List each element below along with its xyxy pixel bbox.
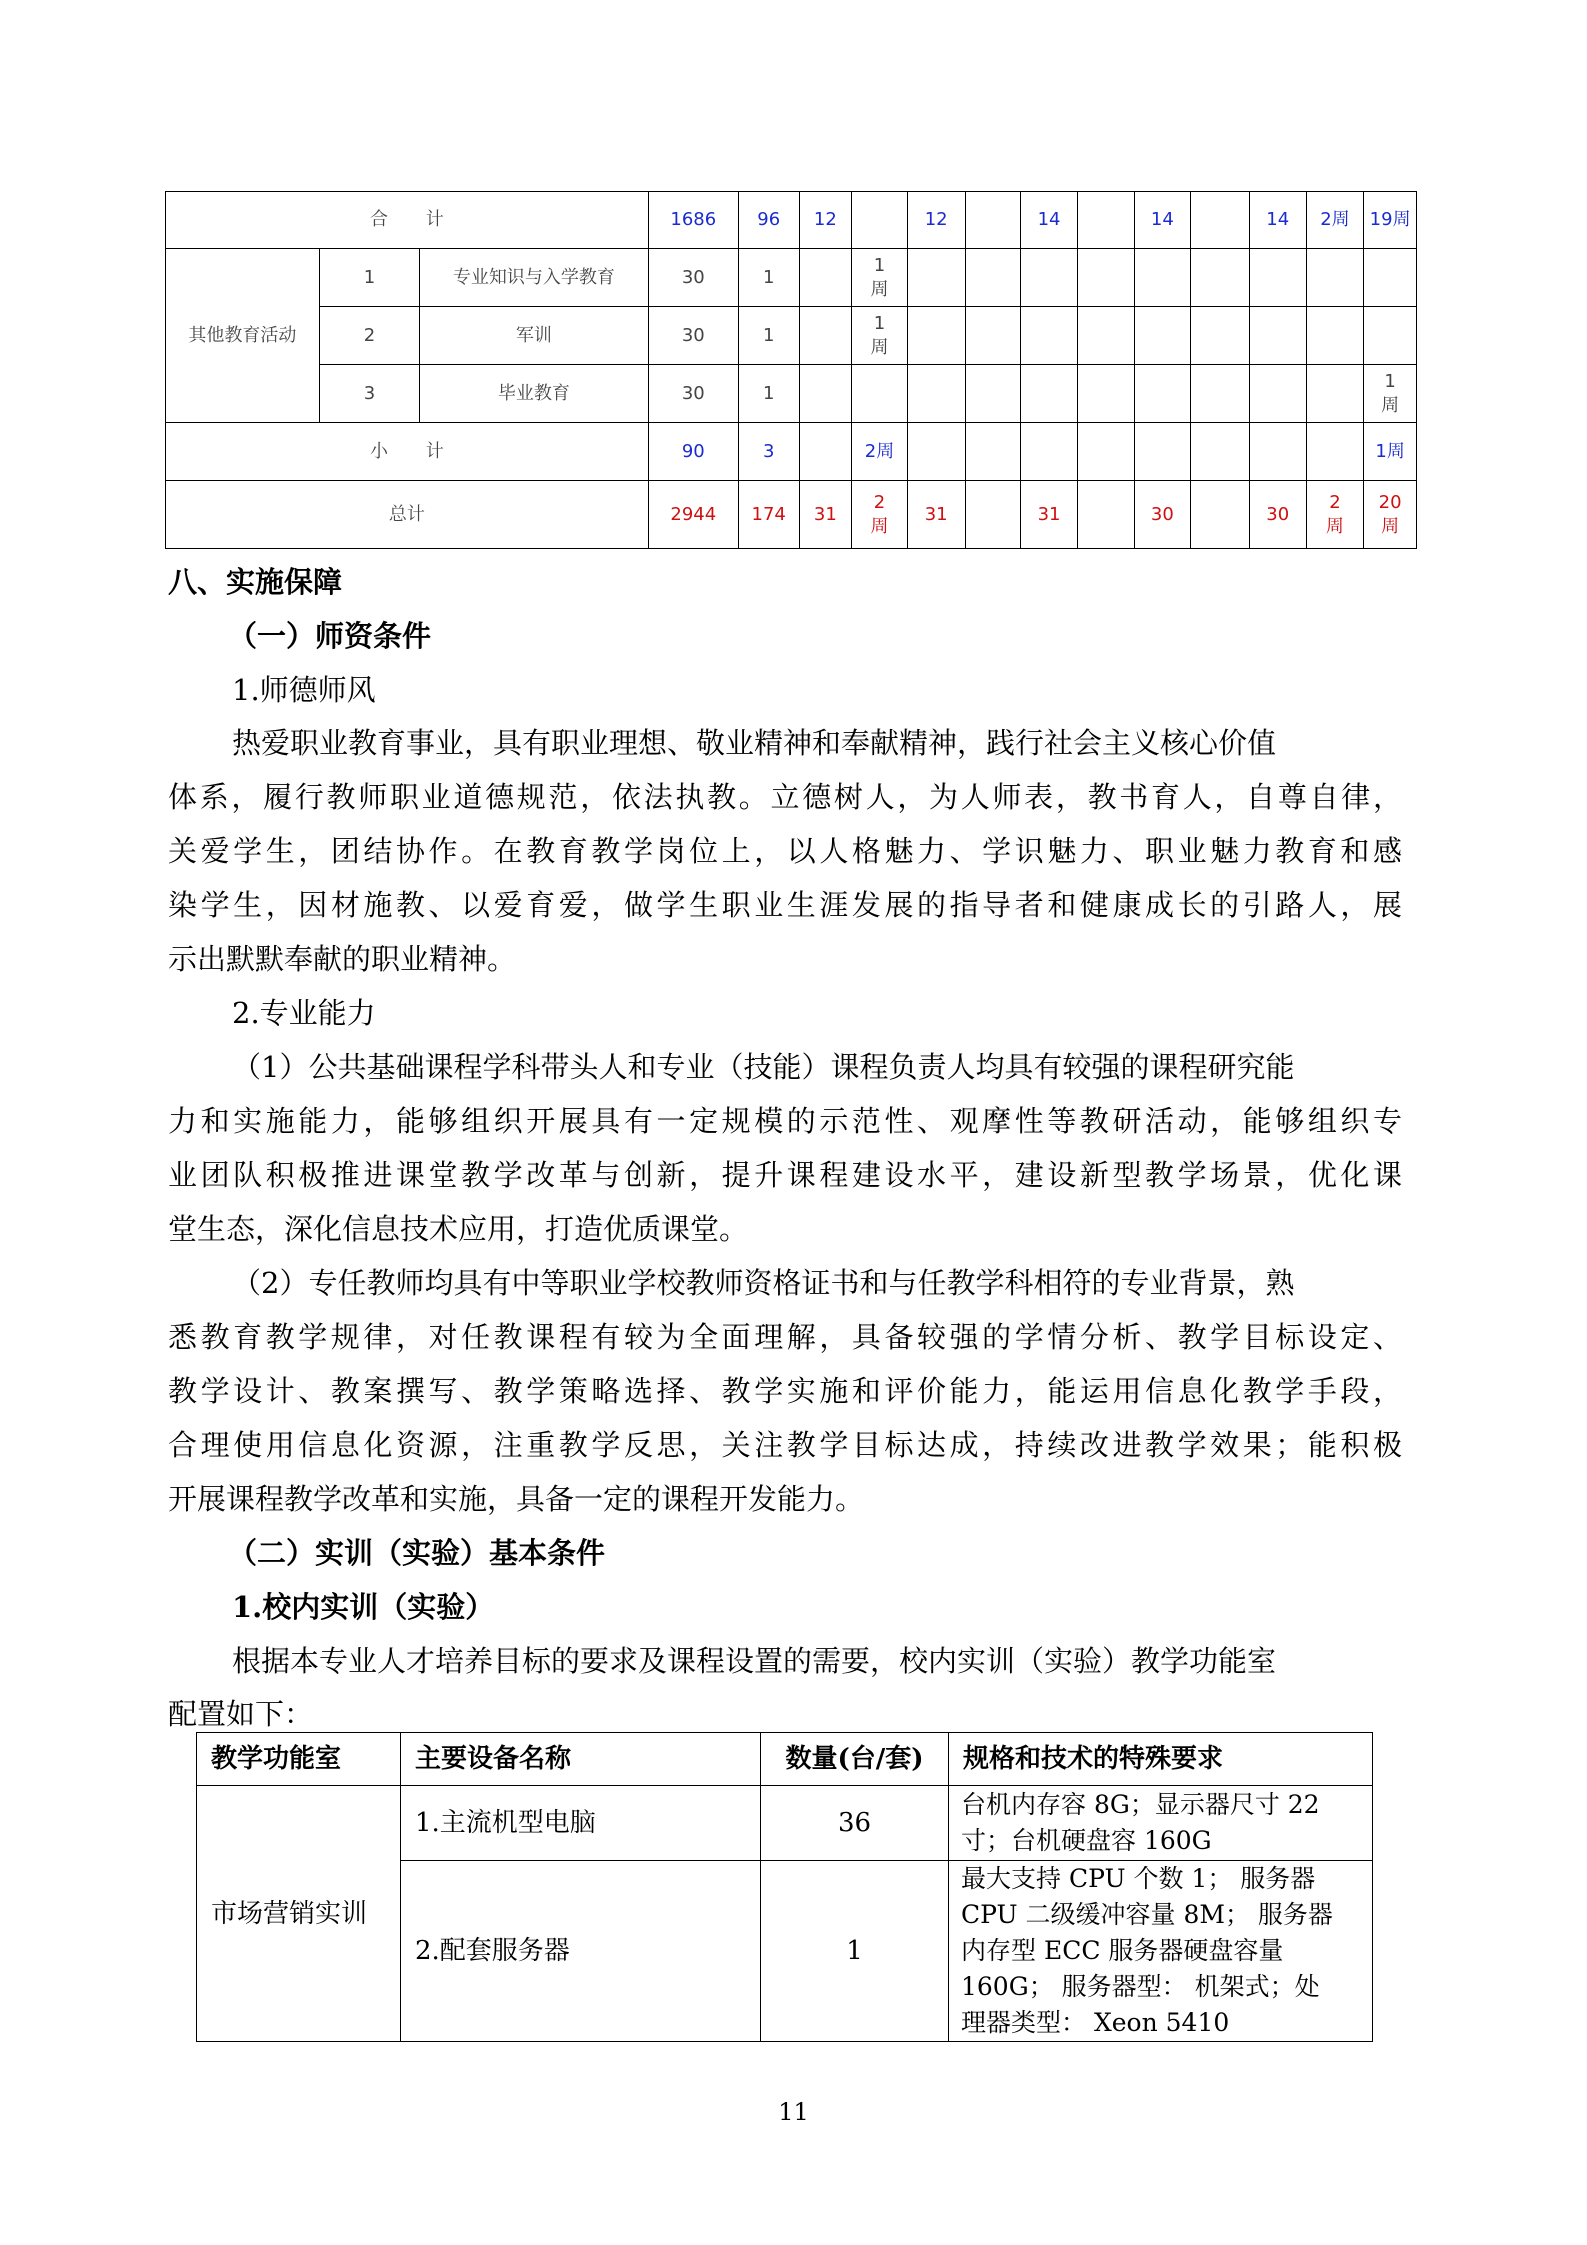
subtotal-row-label: 小 计 <box>166 423 649 481</box>
item-name: 毕业教育 <box>420 365 649 423</box>
table-cell <box>907 249 965 307</box>
table-cell: 2周 <box>852 423 908 481</box>
table-cell: 30 <box>1134 481 1191 549</box>
paragraph-line: 热爱职业教育事业，具有职业理想、敬业精神和奉献精神，践行社会主义核心价值 <box>232 726 1277 760</box>
table-cell <box>799 307 852 365</box>
table-cell <box>965 423 1021 481</box>
table-cell <box>852 307 908 365</box>
cell-text: 2周 <box>870 492 889 537</box>
spec-line: CPU 二级缓冲容量 8M； 服务器 <box>961 1900 1333 1929</box>
item-number: 2 <box>319 307 419 365</box>
table-cell <box>1191 423 1250 481</box>
spec-line: 寸；台机硬盘容 160G <box>961 1826 1212 1855</box>
table-cell <box>1021 423 1078 481</box>
paragraph-line: 堂生态，深化信息技术应用，打造优质课堂。 <box>168 1212 749 1246</box>
item-number: 3 <box>319 365 419 423</box>
table-cell <box>852 481 908 549</box>
item-heading: 1.校内实训（实验） <box>232 1590 495 1624</box>
cell-text: 20周 <box>1378 492 1402 537</box>
cell-text: 2周 <box>1325 492 1344 537</box>
table-cell: 1周 <box>1364 423 1417 481</box>
table-header-row <box>197 1733 1373 1786</box>
paragraph-line: 悉教育教学规律，对任教课程有较为全面理解，具备较强的学情分析、教学目标设定、 <box>168 1320 1402 1354</box>
group-label <box>166 249 320 423</box>
group-label-text: 其他教育活动 <box>188 324 297 346</box>
spec-line: 内存型 ECC 服务器硬盘容量 <box>961 1936 1284 1965</box>
equipment-table <box>196 1732 1373 2042</box>
spec-line: 最大支持 CPU 个数 1； 服务器 <box>961 1864 1316 1893</box>
subsection-title: （一）师资条件 <box>228 619 432 653</box>
paragraph-line: 示出默默奉献的职业精神。 <box>168 942 517 976</box>
total-row <box>166 481 1417 549</box>
table-cell <box>907 365 965 423</box>
item-name: 军训 <box>420 307 649 365</box>
table-cell <box>1191 249 1250 307</box>
table-cell <box>1077 307 1134 365</box>
table-cell: 19周 <box>1364 192 1417 249</box>
table-cell: 2周 <box>1306 192 1364 249</box>
table-cell <box>1077 249 1134 307</box>
table-cell <box>1306 365 1364 423</box>
table-cell: 14 <box>1249 192 1306 249</box>
table-cell <box>1077 423 1134 481</box>
paragraph-line: 教学设计、教案撰写、教学策略选择、教学实施和评价能力，能运用信息化教学手段， <box>168 1374 1402 1408</box>
spec-line: 台机内存容 8G；显示器尺寸 22 <box>961 1790 1320 1819</box>
item-name: 专业知识与入学教育 <box>420 249 649 307</box>
equipment-name: 1.主流机型电脑 <box>401 1786 761 1861</box>
item-number: 1 <box>319 249 419 307</box>
table-cell <box>1364 481 1417 549</box>
table-cell <box>1191 192 1250 249</box>
table-cell <box>1077 365 1134 423</box>
table-cell <box>965 307 1021 365</box>
table-cell <box>965 192 1021 249</box>
table-cell: 96 <box>738 192 799 249</box>
table-cell <box>799 365 852 423</box>
table-cell <box>1077 192 1134 249</box>
room-cell: 市场营销实训 <box>197 1786 401 2042</box>
item-heading: 1.师德师风 <box>232 673 376 707</box>
table-cell <box>965 365 1021 423</box>
paragraph-line: 力和实施能力，能够组织开展具有一定规模的示范性、观摩性等教研活动，能够组织专 <box>168 1104 1402 1138</box>
table-cell: 12 <box>799 192 852 249</box>
table-cell <box>1191 481 1250 549</box>
table-cell: 2944 <box>648 481 738 549</box>
table-cell: 31 <box>907 481 965 549</box>
sum-row <box>166 192 1417 249</box>
table-cell <box>1249 249 1306 307</box>
table-cell: 12 <box>907 192 965 249</box>
table-cell: 31 <box>799 481 852 549</box>
table-cell: 90 <box>648 423 738 481</box>
table-cell <box>907 423 965 481</box>
table-cell <box>965 249 1021 307</box>
table-cell <box>1306 307 1364 365</box>
table-cell <box>1306 423 1364 481</box>
table-cell <box>1364 365 1417 423</box>
paragraph-line: 体系，履行教师职业道德规范，依法执教。立德树人，为人师表，教书育人，自尊自律， <box>168 780 1402 814</box>
equipment-name: 2.配套服务器 <box>401 1861 761 2042</box>
paragraph-line: 业团队积极推进课堂教学改革与创新，提升课程建设水平，建设新型教学场景，优化课 <box>168 1158 1402 1192</box>
table-cell <box>1134 365 1191 423</box>
table-row <box>197 1786 1373 1861</box>
paragraph-line: （2）专任教师均具有中等职业学校教师资格证书和与任教学科相符的专业背景，熟 <box>232 1266 1295 1300</box>
table-cell <box>1249 365 1306 423</box>
cell-text: 1周 <box>870 313 889 358</box>
column-header: 规格和技术的特殊要求 <box>949 1733 1373 1786</box>
table-cell <box>1134 249 1191 307</box>
table-cell: 14 <box>1021 192 1078 249</box>
equipment-qty: 36 <box>761 1786 949 1861</box>
paragraph-line: 染学生，因材施教、以爱育爱，做学生职业生涯发展的指导者和健康成长的引路人，展 <box>168 888 1402 922</box>
subsection-title: （二）实训（实验）基本条件 <box>228 1536 606 1570</box>
table-cell <box>1021 307 1078 365</box>
table-cell <box>1249 307 1306 365</box>
table-cell <box>965 481 1021 549</box>
equipment-spec <box>949 1786 1373 1861</box>
column-header: 主要设备名称 <box>401 1733 761 1786</box>
item-heading: 2.专业能力 <box>232 996 376 1030</box>
paragraph-line: 开展课程教学改革和实施，具备一定的课程开发能力。 <box>168 1482 865 1516</box>
table-cell: 174 <box>738 481 799 549</box>
paragraph-line: 关爱学生，团结协作。在教育教学岗位上，以人格魅力、学识魅力、职业魅力教育和感 <box>168 834 1402 868</box>
column-header: 数量(台/套) <box>761 1733 949 1786</box>
subtotal-row <box>166 423 1417 481</box>
table-cell: 1 <box>738 249 799 307</box>
column-header: 教学功能室 <box>197 1733 401 1786</box>
table-cell <box>1134 307 1191 365</box>
table-cell: 3 <box>738 423 799 481</box>
cell-text: 1周 <box>1381 371 1400 416</box>
table-cell <box>1191 365 1250 423</box>
table-cell <box>1134 423 1191 481</box>
table-cell <box>1249 423 1306 481</box>
paragraph-line: （1）公共基础课程学科带头人和专业（技能）课程负责人均具有较强的课程研究能 <box>232 1050 1295 1084</box>
schedule-table <box>165 191 1417 549</box>
table-cell: 30 <box>648 365 738 423</box>
table-cell: 30 <box>1249 481 1306 549</box>
table-cell <box>852 249 908 307</box>
table-cell <box>852 192 908 249</box>
equipment-qty: 1 <box>761 1861 949 2042</box>
table-cell: 1686 <box>648 192 738 249</box>
table-cell <box>907 307 965 365</box>
table-cell <box>1306 481 1364 549</box>
table-cell: 1 <box>738 307 799 365</box>
table-cell: 14 <box>1134 192 1191 249</box>
table-cell <box>1191 307 1250 365</box>
paragraph-line: 配置如下： <box>168 1697 314 1731</box>
table-cell <box>799 423 852 481</box>
paragraph-line: 合理使用信息化资源，注重教学反思，关注教学目标达成，持续改进教学效果；能积极 <box>168 1428 1402 1462</box>
spec-line: 160G； 服务器型： 机架式；处 <box>961 1972 1320 2001</box>
total-row-label: 总计 <box>166 481 649 549</box>
table-cell <box>799 249 852 307</box>
table-cell <box>852 365 908 423</box>
table-cell <box>1021 249 1078 307</box>
table-cell: 31 <box>1021 481 1078 549</box>
table-cell <box>1077 481 1134 549</box>
table-cell: 30 <box>648 307 738 365</box>
table-cell <box>1364 249 1417 307</box>
section-title: 八、实施保障 <box>168 565 343 599</box>
table-cell <box>1364 307 1417 365</box>
table-cell: 1 <box>738 365 799 423</box>
equipment-spec <box>949 1861 1373 2042</box>
paragraph-line: 根据本专业人才培养目标的要求及课程设置的需要，校内实训（实验）教学功能室 <box>232 1644 1277 1678</box>
table-row <box>166 307 1417 365</box>
table-cell <box>1021 365 1078 423</box>
table-row <box>166 249 1417 307</box>
cell-text: 1周 <box>870 255 889 300</box>
spec-line: 理器类型： Xeon 5410 <box>961 2008 1230 2037</box>
table-row <box>166 365 1417 423</box>
sum-row-label: 合 计 <box>166 192 649 249</box>
table-cell <box>1306 249 1364 307</box>
page-number: 11 <box>778 2098 809 2126</box>
table-cell: 30 <box>648 249 738 307</box>
